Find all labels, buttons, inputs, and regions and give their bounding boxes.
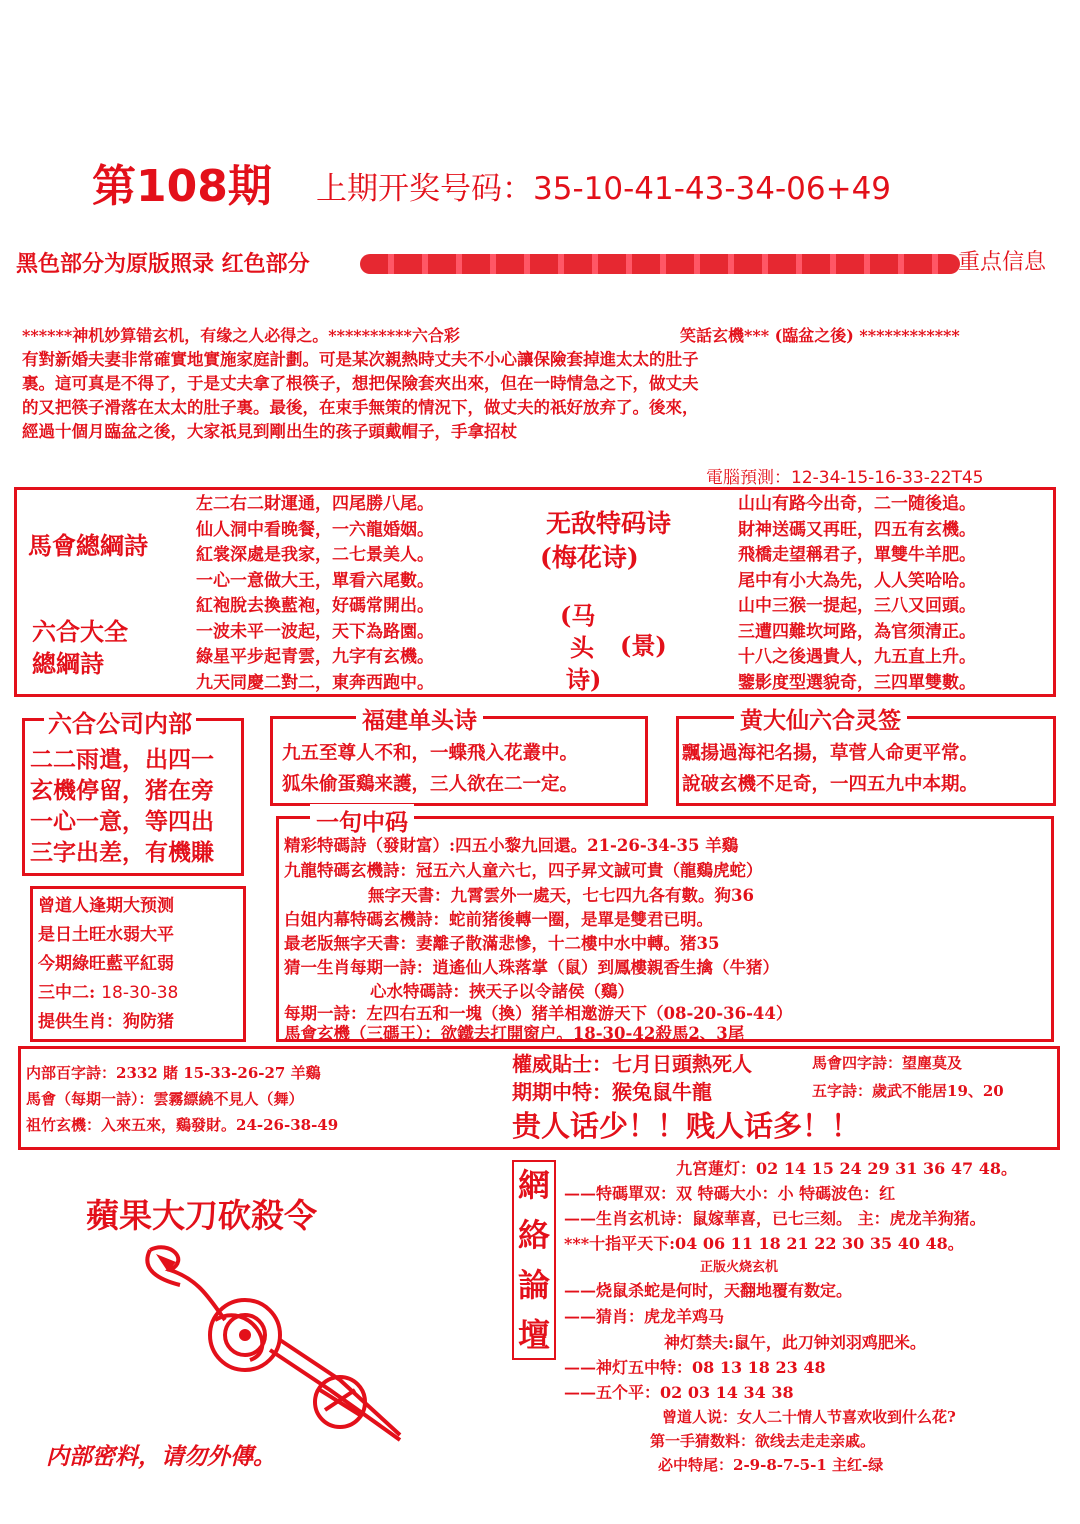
poem-label-liuhe-2: 總綱詩 xyxy=(32,649,104,678)
knife-illustration xyxy=(130,1240,420,1450)
authority-tip: 權威貼士：七月日頭熱死人 xyxy=(512,1052,752,1076)
sanzhong-value: 18-30-38 xyxy=(101,983,179,1003)
poem-line: 三遭四難坎坷路，為官须清正。 xyxy=(738,621,976,642)
poem-line: 山中三猴一提起，三八又回頭。 xyxy=(738,596,976,616)
poem-mid-b: 头 xyxy=(570,633,594,662)
internal-line: 玄機停留，猪在旁 xyxy=(30,777,214,804)
scribble-mark xyxy=(360,254,960,274)
joke-line: 的又把筷子滑落在太太的肚子裏。最後，在束手無策的情況下，做丈夫的祇好放弃了。後來， xyxy=(22,398,699,417)
forum-line: ——五个平：02 03 14 34 38 xyxy=(564,1383,794,1402)
bottom-left-line: 祖竹玄機：入來五來，鷄發財。24-26-38-49 xyxy=(26,1116,339,1134)
poem-label-liuhe: 六合大全 xyxy=(32,617,128,646)
joke-title-left: ******神机妙算错玄机，有缘之人必得之。**********六合彩 xyxy=(22,326,460,345)
poem-line: 紅裳深處是我家，二七景美人。 xyxy=(196,545,434,565)
poem-line: 一心一意做大王，單看六尾數。 xyxy=(196,570,434,591)
poem-line: 鑒影度型選貌奇，三四單雙數。 xyxy=(738,672,976,693)
bottom-left-line: 馬會（每期一詩）：雲霧縹繞不見人（舞） xyxy=(26,1090,304,1108)
forum-line: ——猜肖：虎龙羊鸡马 xyxy=(564,1307,725,1326)
poem-mid-subtitle: (梅花诗) xyxy=(540,543,639,572)
forum-line: 神灯禁夫:鼠午，此刀钟刘羽鸡肥米。 xyxy=(664,1333,926,1352)
liuhe-internal-title: 六合公司内部 xyxy=(44,704,196,739)
forum-char: 網 xyxy=(517,1166,550,1204)
joke-line: 有對新婚夫妻非常確實地實施家庭計劃。可是某次親熱時丈夫不小心讓保險套掉進太太的肚子 xyxy=(22,350,699,369)
poem-left-column xyxy=(196,492,434,696)
internal-line: 二二雨遣，出四一 xyxy=(30,746,214,773)
forum-char: 絡 xyxy=(517,1216,550,1254)
forum-vertical-title xyxy=(514,1160,554,1360)
joke-line: 經過十個月臨盆之後，大家祇見到剛出生的孩子頭戴帽子，手拿招杖 xyxy=(22,422,517,441)
forum-line: ——烧鼠杀蛇是何时，天翻地覆有数定。 xyxy=(564,1281,853,1300)
poem-line: 綠星平步起青雲，九字有玄機。 xyxy=(196,647,434,667)
forum-line: ——生肖玄机诗：鼠嫁華喜，已七三刻。 主：虎龙羊狗猪。 xyxy=(564,1209,986,1228)
forum-line: 曾道人说：女人二十情人节喜欢收到什么花? xyxy=(662,1408,956,1426)
liuhe-internal-lines xyxy=(30,744,214,868)
forum-char: 壇 xyxy=(517,1316,550,1354)
notice-left: 黑色部分为原版照录 红色部分 xyxy=(16,252,310,277)
computer-forecast: 電腦預測：12-34-15-16-33-22T45 xyxy=(706,468,984,488)
yiju-line: 馬會玄機（三碼王）：欲鐵去打開窗户。18-30-42殺馬2、3尾 xyxy=(284,1024,745,1043)
qiqi-zhongte: 期期中特：猴兔鼠牛龍 xyxy=(512,1080,712,1104)
fujian-line: 九五至尊人不和，一蝶飛入花叢中。 xyxy=(282,743,579,764)
joke-title-right: 笑話玄機*** (臨盆之後) ************ xyxy=(680,326,960,345)
issue-number: 第108期 xyxy=(92,161,272,212)
poem-line: 尾中有小大為先，人人笑哈哈。 xyxy=(738,570,976,591)
five-word-poem: 五字詩：歲武不能居19、20 xyxy=(812,1082,1004,1100)
huang-line: 飄揚過海祀名揚，草菅人命更平常。 xyxy=(682,743,979,764)
sanzhong-label: 三中二: xyxy=(38,983,96,1003)
forum-line: 正版火烧玄机 xyxy=(700,1260,779,1275)
zengdao-sanzhong xyxy=(38,979,178,1008)
yiju-line: 無字天書：九霄雲外一處天，七七四九各有數。狗36 xyxy=(368,886,754,905)
forum-line: ——特碼單双：双 特碼大小：小 特碼波色：红 xyxy=(564,1184,896,1203)
internal-line: 三字出差，有機賺 xyxy=(30,839,214,866)
yiju-title: 一句中码 xyxy=(310,804,414,837)
zengdao-line: 今期綠旺藍平紅弱 xyxy=(38,954,174,974)
yiju-line: 最老版無字天書：妻離子散滿悲慘，十二樓中水中轉。猪35 xyxy=(284,934,720,953)
fujian-title: 福建单头诗 xyxy=(356,702,483,735)
poem-line: 財神送碼又再旺，四五有玄機。 xyxy=(738,519,976,540)
forum-char: 論 xyxy=(517,1266,550,1304)
zengdao-line: 曾道人逢期大预测 xyxy=(38,896,174,916)
poem-line: 左二右二財運通，四尾勝八尾。 xyxy=(196,494,434,514)
yiju-line: 猜一生肖每期一詩：逍遙仙人珠落掌（鼠）到鳳樓親香生擒（牛猪） xyxy=(284,958,779,977)
internal-line: 一心一意，等四出 xyxy=(30,808,214,835)
forum-line: ——神灯五中特：08 13 18 23 48 xyxy=(564,1358,826,1377)
poem-mid-c: 诗) xyxy=(566,665,602,694)
poem-line: 飛橋走望稱君子，單雙牛羊肥。 xyxy=(738,545,976,565)
poem-line: 十八之後遇貴人，九五直上升。 xyxy=(738,647,976,667)
forum-line: 第一手猜数料：欲线去走走亲戚。 xyxy=(650,1432,876,1450)
zengdao-line: 是日土旺水弱大平 xyxy=(38,925,174,945)
poem-line: 九天同慶二對二，東奔西跑中。 xyxy=(196,672,434,693)
fujian-lines xyxy=(282,738,578,800)
bottom-left-line: 内部百字詩：2332 賭 15-33-26-27 羊鷄 xyxy=(26,1064,321,1082)
yiju-line: 每期一詩：左四右五和一塊（換）猪羊相邀游天下（08-20-36-44） xyxy=(284,1004,793,1023)
slogan: 贵人话少！！贱人话多！！ xyxy=(512,1109,861,1143)
notice-right: 重点信息 xyxy=(958,250,1047,275)
fujian-line: 狐朱偷蛋鷄来護，三人欲在二一定。 xyxy=(282,774,579,795)
mahui-four-word: 馬會四字詩：望塵莫及 xyxy=(812,1054,963,1072)
last-draw-numbers: 上期开奖号码：35-10-41-43-34-06+49 xyxy=(316,171,892,207)
huang-title: 黄大仙六合灵签 xyxy=(734,702,907,735)
apple-footer: 内部密料，请勿外傳。 xyxy=(46,1443,276,1470)
poem-label-mahui: 馬會總綱詩 xyxy=(28,531,148,560)
yiju-line: 心水特碼詩：挾天子以令諸侯（鷄） xyxy=(370,982,634,1001)
huang-line: 說破玄機不足奇，一四五九中本期。 xyxy=(682,774,979,795)
poem-line: 一波未平一波起，天下為路園。 xyxy=(196,621,434,642)
joke-line: 裏。這可真是不得了，于是丈夫拿了根筷子，想把保險套夾出來，但在一時情急之下，做丈夫 xyxy=(22,374,699,393)
forum-line: 九宮蓮灯：02 14 15 24 29 31 36 47 48。 xyxy=(676,1159,1017,1178)
forum-line: ***十指平天下:04 06 11 18 21 22 30 35 40 48。 xyxy=(564,1234,964,1253)
forum-line: 必中特尾：2-9-8-7-5-1 主红-绿 xyxy=(658,1456,884,1474)
apple-title: 蘋果大刀砍殺令 xyxy=(86,1196,317,1235)
poem-mid-title: 无敌特码诗 xyxy=(546,509,672,538)
yiju-line: 白姐内幕特碼玄機詩：蛇前猪後轉一圈，是單是雙君已明。 xyxy=(284,910,713,929)
zengdao-provide: 提供生肖：狗防猪 xyxy=(38,1012,174,1032)
joke-body xyxy=(22,348,1062,444)
yiju-line: 精彩特碼詩（發財富）:四五小黎九回還。21-26-34-35 羊鷄 xyxy=(284,836,739,855)
poem-right-column xyxy=(738,492,976,696)
poem-mid-d: (景) xyxy=(620,631,667,660)
huang-lines xyxy=(682,738,978,800)
yiju-line: 九龍特碼玄機詩：冠五六人童六七，四子昇文誠可貴（龍鷄虎蛇） xyxy=(284,861,763,880)
poem-line: 仙人洞中看晚餐，一六龍婚姻。 xyxy=(196,519,434,540)
poem-line: 山山有路今出奇，二一随後追。 xyxy=(738,494,976,514)
poem-mid-a: (马 xyxy=(560,601,596,630)
zengdao-lines xyxy=(38,892,178,1037)
poem-line: 紅袍脫去換藍袍，好碼常開出。 xyxy=(196,596,434,616)
